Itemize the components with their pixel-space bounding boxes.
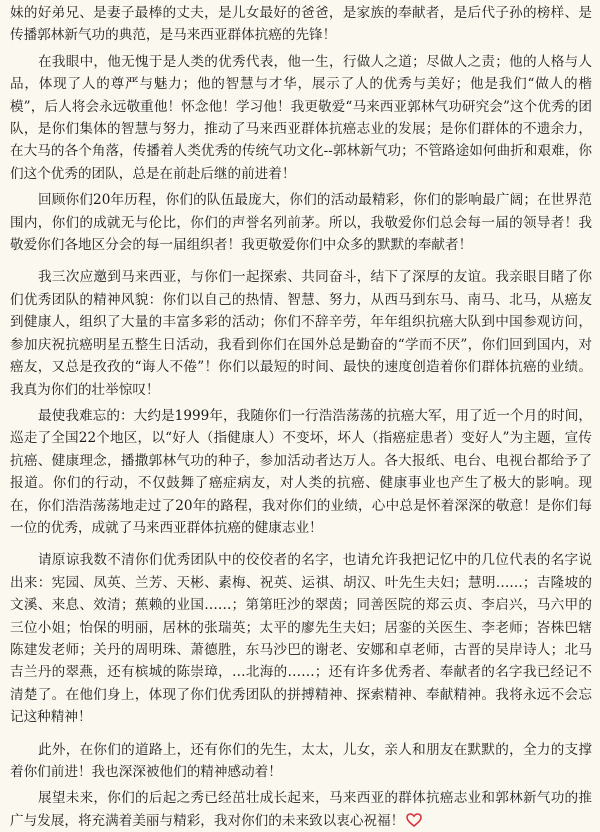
paragraph-2: 在我眼中，他无愧于是人类的优秀代表，他一生，行做人之道；尽做人之责；他的人格与人品，体现了人的尊严与魅力；他的智慧与才华，展示了人的优秀与美好；他是我们“做人的楷模”，后人将会永远敬重他！怀念他！学习他！我更敬爱“马来西亚郭林气功研究会”这个优秀的团队，是你们集体的智慧与努力，推动了马来西亚群体抗癌志业的发展；是你们群体的不遗余力，在大马的各个角落，传播着人类优秀的传统气功文化--郭林新气功；不管路途如何曲折和艰难，你们这个优秀的团队，总是在前赴后继的前进着！ (10, 53, 592, 182)
paragraph-6: 请原谅我数不清你们优秀团队中的佼佼者的名字，也请允许我把记忆中的几位代表的名字说出来：宪园、凤英、兰芳、天彬、素梅、祝英、运祺、胡汉、叶先生夫妇；慧明……；吉隆坡的文溪、来息、效清；蕉赖的业国……；第第旺沙的翠茵；同善医院的郑云贞、李启兴，马六甲的三位小姐；怡保的明丽，居林的张瑞英；太平的廖先生夫妇；居銮的关医生、李老师；峇株巴辖陈建发老师；关丹的周明珠、萧德胜，东马沙巴的谢老、安娜和卓老师，古晋的吴岸诗人；北马吉兰丹的翠燕，还有槟城的陈崇璋，…北海的……；还有许多优秀者、奉献者的名字我已经记不清楚了。在他们身上，体现了你们优秀团队的拼搏精神、探索精神、奉献精神。我将永远不会忘记这种精神！ (10, 552, 592, 726)
heart-icon (406, 813, 422, 827)
paragraph-4: 我三次应邀到马来西亚，与你们一起探索、共同奋斗，结下了深厚的友谊。我亲眼目睹了你们优秀团队的精神风貌：你们以自己的热情、智慧、努力，从西马到东马、南马、北马，从癌友到健康人，组织了大量的丰富多彩的活动；你们不辞辛劳，年年组织抗癌大队到中国参观访问，参加庆祝抗癌明星五整生日活动，我看到你们在国外总是勤奋的“学而不厌”，你们回到国内，对癌友，又总是孜孜的“诲人不倦”！你们以最短的时间、最快的速度创造着你们群体抗癌的业绩。我真为你们的壮举惊叹！ (10, 269, 592, 398)
paragraph-8-text: 展望未来，你们的后起之秀已经茁壮成长起来，马来西亚的群体抗癌志业和郭林新气功的推广与发展，将充满着美丽与精彩，我对你们的未来致以衷心祝福！ (10, 790, 592, 829)
paragraph-3: 回顾你们20年历程，你们的队伍最庞大，你们的活动最精彩，你们的影响最广阔；在世界范围内，你们的成就无与伦比，你们的声誉名列前茅。所以，我敬爱你们总会每一届的领导者！我敬爱你们各地区分会的每一届组织者！我更敬爱你们中众多的默默的奉献者！ (10, 192, 592, 254)
paragraph-1: 妹的好弟兄、是妻子最棒的丈夫，是儿女最好的爸爸，是家族的奉献者，是后代子孙的榜样、是传播郭林新气功的典范，是马来西亚群体抗癌的先锋！ (10, 5, 592, 44)
paragraph-7: 此外，在你们的道路上，还有你们的先生，太太，儿女，亲人和朋友在默默的，全力的支撑着你们前进！我也深深被他们的精神感动着！ (10, 741, 592, 780)
paragraph-8 (10, 787, 592, 832)
paragraph-5: 最使我难忘的：大约是1999年，我随你们一行浩浩荡荡的抗癌大军，用了近一个月的时间，巡走了全国22个地区，以“好人（指健康人）不变坏，坏人（指癌症患者）变好人”为主题，宣传抗癌、健康理念，播撒郭林气功的种子，参加活动者达万人。各大报纸、电台、电视台都给予了报道。你们的行动，不仅鼓舞了癌症病友，对人类的抗癌、健康事业也产生了极大的影响。现在，你们浩浩荡荡地走过了20年的路程，我对你们的业绩，心中总是怀着深深的敬意！是你们每一位的优秀，成就了马来西亚群体抗癌的健康志业！ (10, 407, 592, 536)
